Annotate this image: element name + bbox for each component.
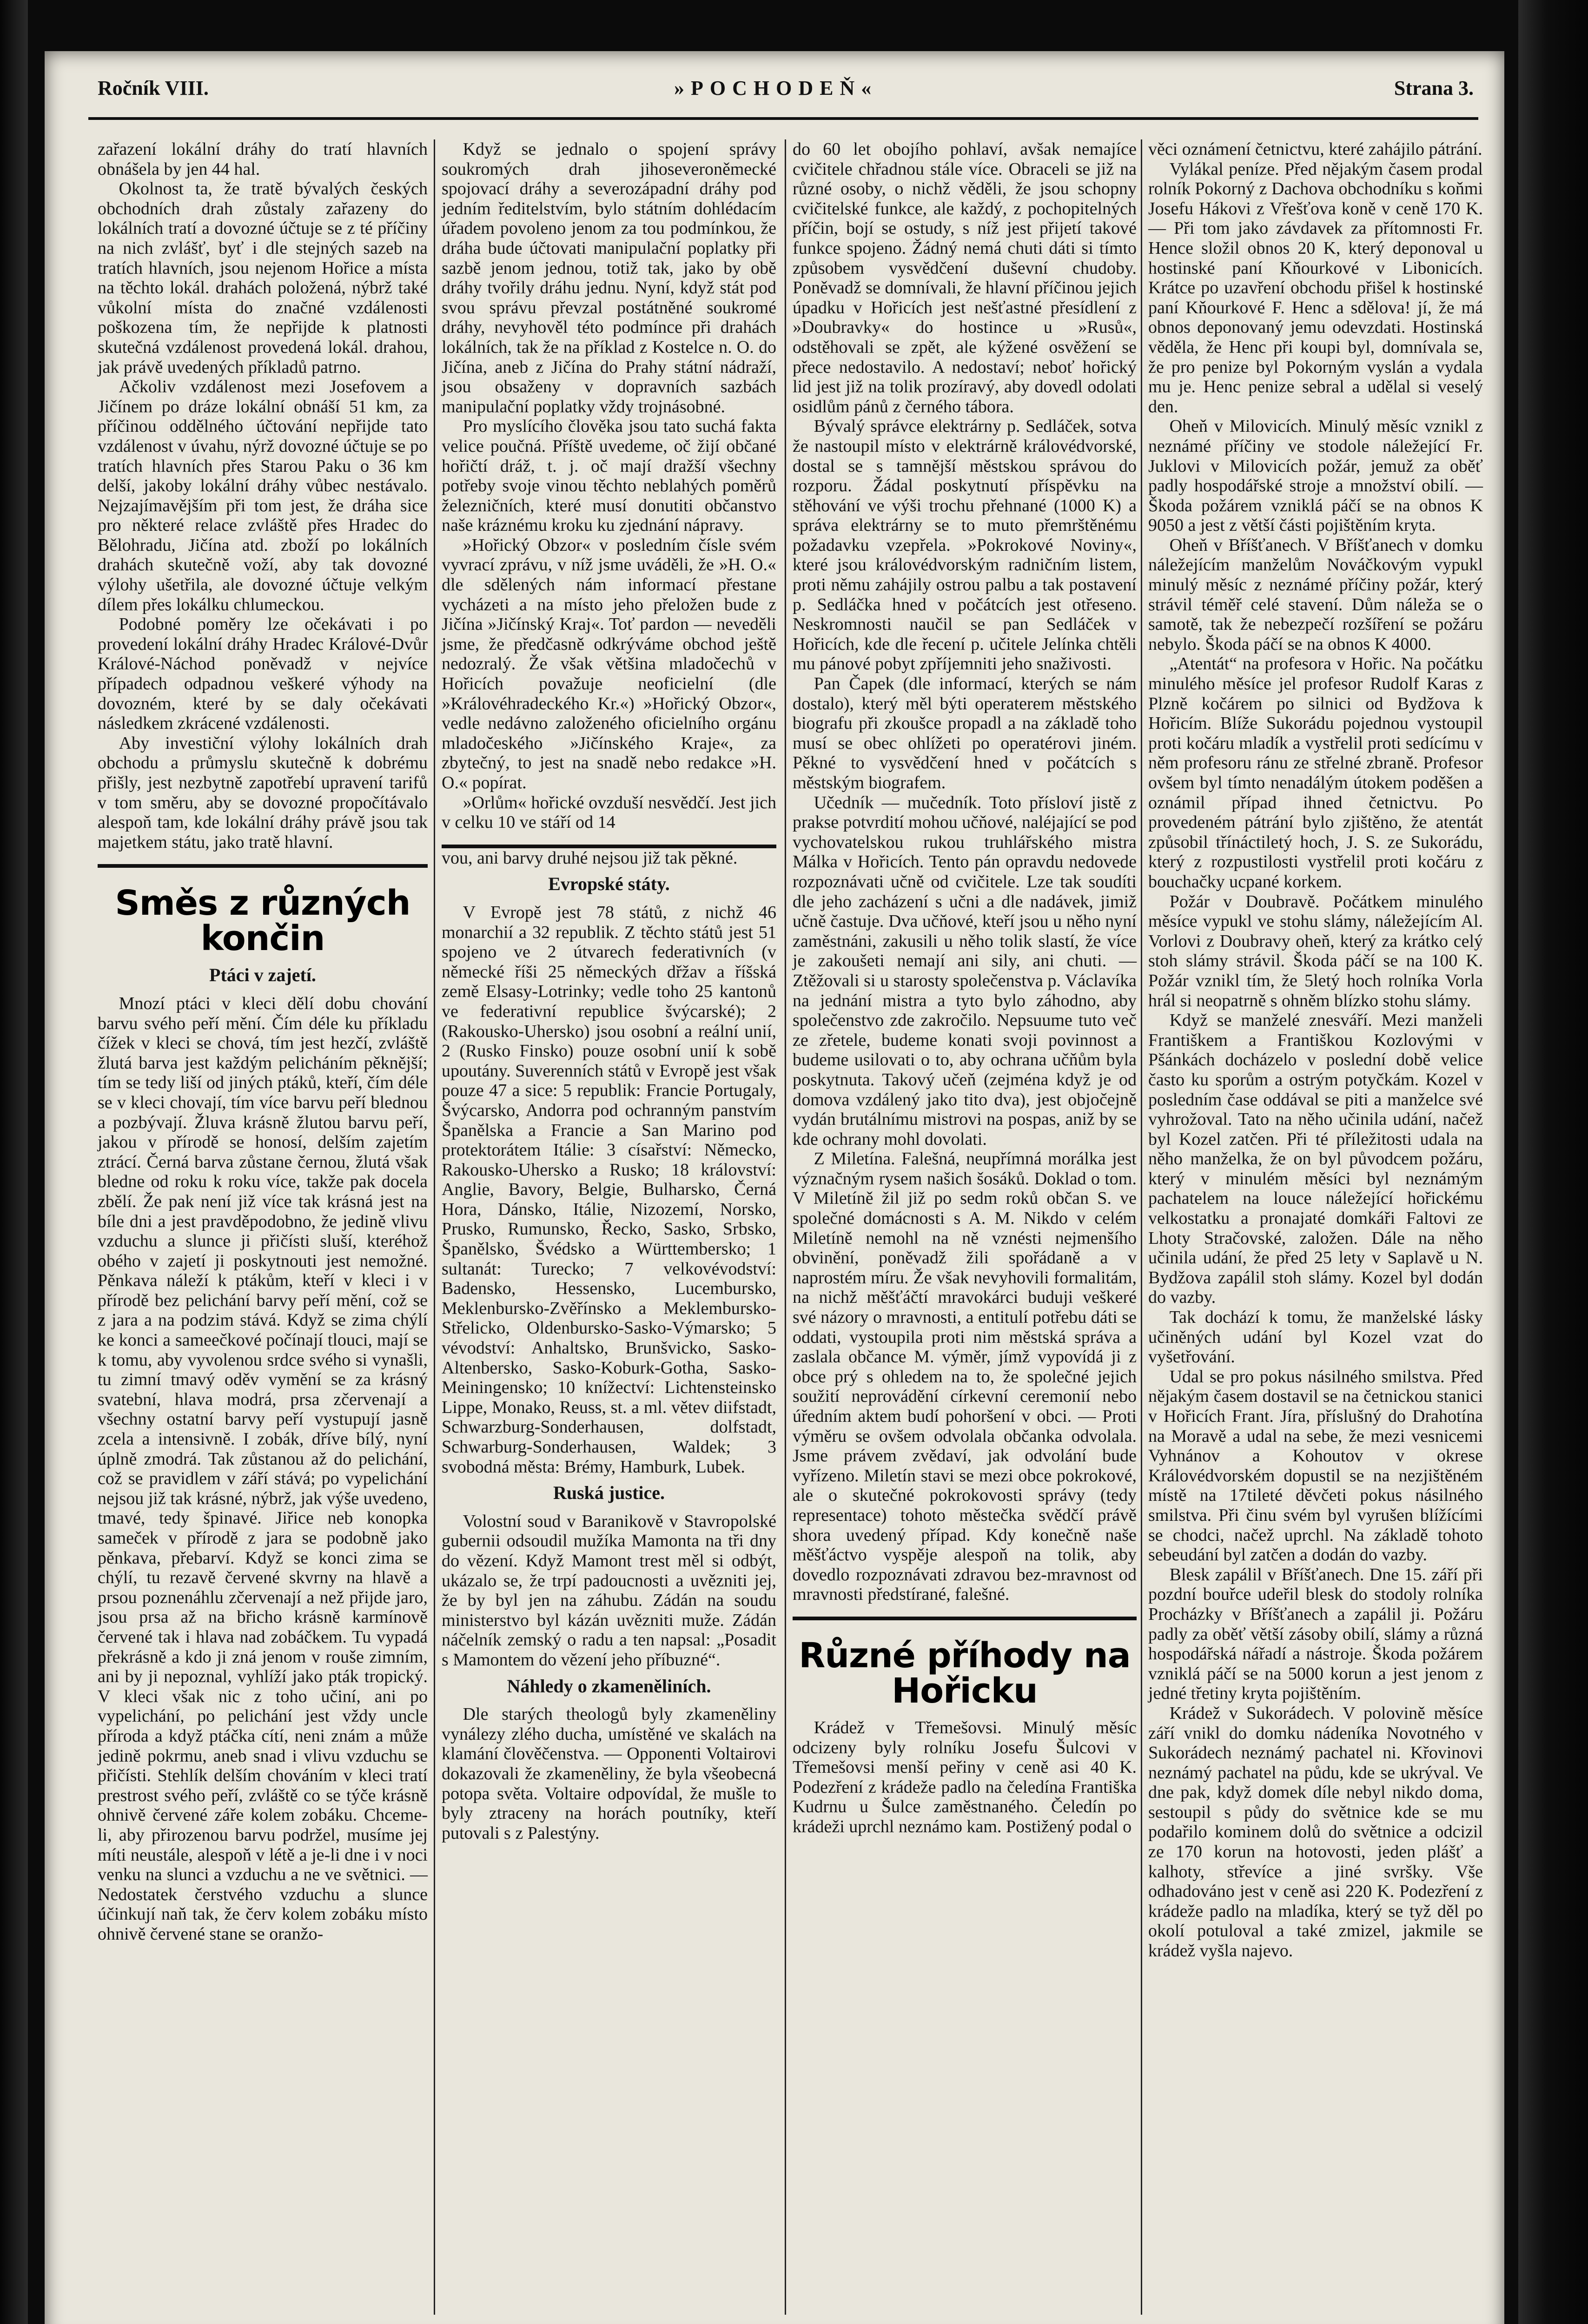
paragraph: Udal se pro pokus násilného smilstva. Před nějakým časem dostavil se na četnickou stanici v Hořicích Frant. Jíra, příslušný do Drahotína na Moravě a udal na sebe, že mezi vesnicemi Vyhnánov a Kohoutov v okrese Královédvorském dopustil se na nezjištěném místě na 17tileté děvčeti pokus násilného smilstva. Při činu svém byl vyrušen blížícími se chodci, načež uprchl. Na základě tohoto sebeudání byl zatčen a dodán do vazby. [1148,1367,1483,1565]
running-header [70,70,1492,112]
section-heading: Různé příhody na Hořicku [799,1635,1131,1711]
paragraph: Pro myslícího člověka jsou tato suchá fakta velice poučná. Příště uvedeme, oč žijí občané hořičtí dráž, t. j. oč mají dražší všechny potřeby svoje vinou těchto neblahých poměrů železničních, které musí donutiti občanstvo naše kráznému kroku ku zjednání nápravy. [442,416,776,535]
paragraph: věci oznámení četnictvu, které zahájilo pátrání. [1148,139,1482,159]
paragraph: Když se manželé znesváří. Mezi manželi Františkem a Františkou Kozlovými v Pšánkách docházelo v poslední době velice často ku sporům a ostrým potyčkám. Kozel v posledním čase oddával se piti a manželce své vyhrožoval. Tato na něho učinila udání, načež byl Kozel zatčen. Při té příležitosti udala na něho manželka, že on byl původcem požáru, který v minulém měsíci byl neznámým pachatelem na louce náležející hořickému velkostatku a pronajaté domkáři Faltovi ze Lhoty Stračovské, založen. Dále na něho učinila udání, že před 25 lety v Saplavě u N. Bydžova zapálil stoh slámy. Kozel byl dodán do vazby. [1148,1010,1483,1307]
paragraph: V Evropě jest 78 států, z nichž 46 monarchií a 32 republik. Z těchto států jest 51 spojeno ve 2 útvarech federativních (v německé říši 25 německých dřžav a říšská země Elsasy-Lotrinky; vedle toho 25 kantonů ve federativní republice švýcarské); 2 (Rakousko-Uhersko) jsou osobní a reální unií, 2 (Rusko Finsko) pouze osobní unií k sobě upoutány. Suverenních států v Evropě jest však pouze 47 a sice: 5 republik: Francie Portugaly, Švýcarsko, Andorra pod ochranným panstvím Španělska a Francie a San Marino pod protektorátem Itálie: 3 císařství: Německo, Rakousko-Uhersko a Rusko; 18 království: Anglie, Bavory, Belgie, Bulharsko, Černá Hora, Dánsko, Itálie, Nizozemí, Norsko, Prusko, Rumunsko, Řecko, Sasko, Srbsko, Španělsko, Švédsko a Württembersko; 1 sultanát: Turecko; 7 velkovévodství: Badensko, Hessensko, Lucembursko, Meklenbursko-Zvěřínsko a Meklembursko-Střelicko, Oldenbursko-Sasko-Výmarsko; 5 vévodství: Anhaltsko, Brunšvicko, Sasko-Altenbersko, Sasko-Koburk-Gotha, Sasko-Meiningensko; 10 knížectví: Lichtensteinsko Lippe, Monako, Reuss, st. a ml. větev diifstadt, Schwarzburg-Sonderhausen, dolfstadt, Schwarburg-Sonderhausen, Waldek; 3 svobodná města: Brémy, Hamburk, Lubek. [442,902,776,1477]
paragraph: „Atentát“ na profesora v Hořic. Na počátku minulého měsíce jel profesor Rudolf Karas z Plzně kočárem po silnici od Bydžova k Hořicím. Blíže Sukorádu pojednou vystoupil proti kočáru mladík a vystřelil proti sedícímu v něm profesoru ránu ze střelné zbraně. Profesor ovšem byl tímto nenadálým útokem poděšen a oznámil případ ihned četnictvu. Po provedeném pátrání bylo zjištěno, že atentát způsobil třínáctiletý hoch, J. S. ze Sukorádu, který z rozpustilosti vystřelil proti kočáru z bouchačky ucpané korkem. [1148,654,1483,891]
paragraph: Krádež v Třemešovsi. Minulý měsíc odcizeny byly rolníku Josefu Šulcovi v Třemešovsi menší peřiny v ceně asi 40 K. Podezření z krádeže padlo na čeledína Františka Kudrnu u Šulce zaměstnaného. Čeledín po krádeži uprchl neznámo kam. Postižený podal o [793,1717,1137,1836]
column-1 [98,139,428,2324]
column-4 [1148,139,1483,2324]
paragraph: »Hořický Obzor« v posledním čísle svém vyvrací zprávu, v níž jsme uváděli, že »H. O.« dle sdělených nám informací přestane vycházeti a na místo jeho přeložen bude z Jičína »Jičínský Kraj«. Toť pardon — neveděli jsme, že předčasně odkrýváme obchod ještě nedozralý. Že však většina mladočechů v Hořicích považuje neoficielní (dle »Královéhradeckého Kr.«) »Hořický Obzor«, vedle nedávno založeného oficielního orgánu mladočeského »Jičínského Kraje«, za zbytečný, to jest na snadě nebo redakce »H. O.« popírat. [442,535,776,792]
scan-border-right [1518,0,1588,2324]
section-rule [442,845,776,848]
masthead-title: »POCHODEŇ« [674,77,878,99]
section-rule [98,864,428,868]
section-heading: Směs z různých končin [115,883,410,959]
article-headline: Evropské státy. [548,873,670,895]
scan-border-left [0,0,28,2324]
paragraph: Když se jednalo o spojení správy soukromých drah jihoseveroněmecké spojovací dráhy a severozápadní dráhy pod jedním ředitelstvím, bylo státním dohlédacím úřadem povoleno jenom za tou podmínkou, že dráha bude účtovati manipulační poplatky při sazbě jenom jednou, totiž tak, jako by obě dráhy tvořily dráhu jednu. Nyní, když stát pod svou správu převzal postátněné soukromé dráhy, nevyhověl této podmínce při drahách lokálních, tak že na příklad z Kostelce n. O. do Jičína, aneb z Jičína do Prahy státní nádraží, jsou obsaženy v dopravních sazbách manipulační poplatky vždy trojnásobné. [442,139,776,416]
paragraph: Okolnost ta, že tratě bývalých českých obchodních drah zůstaly zařazeny do lokálních tratí a dovozné účtuje se z té příčiny na nich zvlášť, byť i dle stejných sazeb na tratích hlavních, jsou nejenom Hořice a místa na těchto lokál. drahách položená, nýbrž také vůkolní místa do značné vzdálenosti poškozena tím, že nepřijde k platnosti skutečná vzdálenost provedená lokál. drahou, jak právě uvedených příkladů patrno. [98,179,428,377]
paragraph: Ačkoliv vzdálenost mezi Josefovem a Jičínem po dráze lokální obnáší 51 km, za příčinou oddělného účtování nepřijde tato vzdálenost v úvahu, nýrž dovozné účtuje se po tratích hlavních přes Starou Paku o 36 km delší, jakoby lokální dráhy vůbec nestávalo. Nejzajímavějším při tom jest, že dráha sice pro některé relace zvláště přes Hradec do Bělohradu, Jičína atd. zboží po lokálních drahách skutečně voží, aby tak dovozné výlohy ušetřila, ale dovozné účtuje velkým dílem přes lokálku chlumeckou. [98,377,428,614]
paragraph: Krádež v Sukorádech. V polovině měsíce září vnikl do domku nádeníka Novotného v Sukorádech neznámý pachatel ni. Křovinovi neznámý pachatel na půdu, kde se ukrýval. Ve dne pak, když domek díle nebyl nikdo doma, sestoupil s půdy do světnice kde se mu podařilo kominem dolů do světnice a odcizil ze 170 korun na hotovosti, jeden plášť a kalhoty, střevíce a jiné svršky. Vše odhadováno jest v ceně asi 220 K. Podezření z krádeže padlo na mladíka, který se tyž děl po okolí potuloval a také zmizel, jakmile se krádež vyšla najevo. [1148,1703,1483,1961]
paragraph: Tak dochází k tomu, že manželské lásky učiněných udání byl Kozel vzat do vyšetřování. [1148,1307,1483,1367]
paragraph: Pan Čapek (dle informací, kterých se nám dostalo), který měl býti operaterem městského biografu při zkoušce propadl a na základě toho musí se obec ohlížeti po operatérovi jiném. Pěkné to vysvědčení hned v počátcích s městským biografem. [793,674,1137,792]
paragraph: Učedník — mučedník. Toto přísloví jistě z prakse potvrdití mohou učňové, naléjající se pod vychovatelskou rukou truhlářského mistra Málka v Hořicích. Tento pán opravdu nedovede rozpoznávati učně od cvičitele. Lze tak soudíti dle jeho zacházení s učni a dle nadávek, jimiž učně častuje. Dva učňové, kteří jsou u něho nyní zaměstnáni, zakusili u něho tolik slastí, že více je zakoušeti nemají ani sily, ani chuti. — Ztěžovali si u starosty společenstva p. Václavíka na jednání mistra a tyto bylo záhodno, aby společenstvo zde zakročilo. Nepsuume tuto več ze zřetele, budeme konati svoji povinnost a budeme usilovati o to, aby ochrana učňům byla poskytnuta. Takový učeň (zejména když je od domova vzdálený jako tito dva), jest objočejně vydán brutálnímu mistrovi na pospas, aniž by se kde ochrany mohl dovolati. [793,792,1137,1149]
article-headline: Ruská justice. [553,1482,665,1504]
column-3 [793,139,1137,2324]
paragraph: do 60 let obojího pohlaví, avšak nemajíce cvičitele chřadnou stále více. Obraceli se již na různé osoby, o nichž věděli, že jsou schopny cvičitelské funkce, ale každý, z pochopitelných příčin, bojí se ostudy, s níž jest přijetí takové funkce spojeno. Žádný nemá chuti dáti si tímto způsobem vysvědčení duševní chudoby. Poněvadž se domnívali, že hlavní příčinou jejich úpadku v Hořicích jest nešťastné přesídlení z »Doubravky« do hostince u »Rusů«, odstěhovali se zpět, ale kýžené osvěžení se přece nedostavilo. A nedostaví; neboť hořický lid jest již na tolik prozíravý, aby dovedl odolati osidlům pánů z černého tábora. [793,139,1137,416]
column-divider [1141,139,1142,2315]
paragraph: Podobné poměry lze očekávati i po provedení lokální dráhy Hradec Králové-Dvůr Králové-Náchod poněvadž v nejvíce případech odpadnou veškeré výhody na dovozném, které by se daly očekávati následkem zkrácené vzdálenosti. [98,614,428,733]
paragraph: Oheň v Milovicích. Minulý měsíc vznikl z neznámé příčiny ve stodole náležející Fr. Juklovi v Milovicích požár, jemuž za oběť padly hospodářské stroje a množství obilí. — Škoda požárem vzniklá páčí se na obnos K 9050 a jest z větší části pojištěním kryta. [1148,416,1483,535]
paragraph: Volostní soud v Baranikově v Stavropolské gubernii odsoudil mužíka Mamonta na tři dny do vězení. Když Mamont trest měl si odbýt, ukázalo se, že trpí padoucnosti a uvězniti jej, že by byl jen na záhubu. Zádán na soudu ministerstvo byl kázán uvězniti muže. Zádán náčelník zemský o radu a ten napsal: „Posadit s Mamontem do vězení jeho příbuzné“. [442,1511,776,1670]
volume-label: Ročník VIII. [98,77,209,99]
paragraph: »Orlům« hořické ovzduší nesvědčí. Jest jich v celku 10 ve stáří od 14 [442,792,776,832]
paragraph: Mnozí ptáci v kleci dělí dobu chování barvu svého peří mění. Čím déle ku příkladu čížek v kleci se chová, tím jest hezčí, zvláště žlutá barva jest každým pelicháním pěknější; tím se tedy liší od jiných ptáků, kteří, čím déle se v kleci chovají, tím více barvu peří blednou a pozbývají. Žluva krásně žlutou barvu peří, jakou v přírodě se honosí, delším zajetím ztrácí. Černá barva zůstane černou, žlutá však bledne od roku k roku více, takže pak docela zbělí. Že pak není již více tak krásná jest na bíle dni a jest pravděpodobno, že jedině vlivu vzduchu a slunce ji přičísti sluší, kteréhož obého v zajetí ji poskytnouti jest nemožné. Pěnkava náleží k ptákům, kteří v kleci i v přírodě bez pelichání barvy peří mění, což se z jara a na podzim stává. Když se zima chýlí ke konci a sameečkové počínají tlouci, mají se k tomu, aby vyvolenou srdce svého si vynašli, tu zimní tmavý oděv vymění se za krásný svatební, hlava modrá, prsa zčervenají a všechny ostatní barvy peří vystupují jasně zcela a intensivně. I zobák, dříve bílý, nyní úplně zmodrá. Tak zůstanou až do pelichání, což se pravidlem v září stává; po vypelichání nejsou již tak krásné, nýbrž, jak výše uvedeno, tmavé, tedy špinavé. Jiřice neb konopka sameček v přírodě z jara se podobně jako pěnkava, přebarví. Když se konci zima se chýlí, tu rezavě červené skvrny na hlavě a prsou poznenáhlu zčervenají a než přijde jaro, jsou prsa až na břicho krásně karmínově červené tak i hlava nad zobáčkem. Tu vypadá překrásně a kdo ji zná jenom v rouše zimním, ani by ji nepoznal, vyhlíží jako pták tropický. V kleci však nic z toho učiní, ani po vypelichání, po pelichání jest vždy uncle příroda a když ptáčka cítí, neni znám a může jedině pokrmu, aneb snad i vlivu vzduchu se přičísti. Stehlík delším chováním v kleci tratí prestrost svého peří, zvláště co se týče krásně ohnivě červené záře kolem zobáku. Chceme-li, aby přirozenou barvu podržel, musíme jej míti neustále, alespoň v létě a je-li dne i v noci venku na slunci a vzduchu a ne ve světnici. — Nedostatek čerstvého vzduchu a slunce účinkují naň tak, že červ kolem zobáku místo ohnivě červené stane se oranžo- [98,993,428,1944]
paragraph: Požár v Doubravě. Počátkem minulého měsíce vypukl ve stohu slámy, náležejícím Al. Vorlovi z Doubravy oheň, který za krátko celý stoh slámy strávil. Škoda páčí se na 100 K. Požár vznikl tím, že 5letý hoch rolníka Vorla hrál si neopatrně s ohněm blízko stohu slámy. [1148,891,1483,1010]
section-rule [793,1617,1137,1620]
header-rule [88,117,1478,120]
paragraph: Bývalý správce elektrárny p. Sedláček, sotva že nastoupil místo v elektrárně královédvorské, dostal se s tamnější městskou správou do rozporu. Žádal poskytnutí příspěvku na stěhování ve výši trochu přehnané (1000 K) a správa elektrárny se to muto přemrštěnému požadavku vzepřela. »Pokrokové Noviny«, které jsou královédvorským radničním listem, proti němu zahájily ostrou palbu a tak postavení p. Sedláčka hned v počátcích jest otřeseno. Neskromnosti naučil se pan Sedláček v Hořicích, kde dle řecení p. učitele Jelínka chtěli mu pánové pobyt zpříjemniti jeho snaživosti. [793,416,1137,674]
paragraph: vou, ani barvy druhé nejsou již tak pěkné. [442,848,738,868]
paragraph: Vylákal peníze. Před nějakým časem prodal rolník Pokorný z Dachova obchodníku s koňmi Josefu Hákovi z Vřešťova koně v ceně 170 K. — Při tom jako závdavek za přítomnosti Fr. Hence složil obnos 20 K, který deponoval u hostinské paní Kňourkové v Libonicích. Krátce po uzavření obchodu přišel k hostinské paní Kňourkové F. Henc a sdělova! jí, že má obnos deponovaný jemu odevzdati. Hostinská věděla, že Henc při koupi byl, domnívala se, že pro penize byl Pokorným vyslán a vydala mu je. Henc penize sebral a udělal si veselý den. [1148,159,1483,416]
paragraph: Blesk zapálil v Bříšťanech. Dne 15. září při pozdní bouřce udeřil blesk do stodoly rolníka Procházky v Bříšťanech a zapálil ji. Požáru padly za oběť větší zásoby obilí, slámy a různá hospodářská nářadí a nástroje. Škoda požárem vzniklá páčí se na 5000 korun a jest jenom z jedné třetiny kryta pojištěním. [1148,1565,1483,1703]
article-headline: Náhledy o zkameněliních. [507,1675,711,1697]
column-divider [434,139,435,2315]
paragraph: Dle starých theologů byly zkameněliny vynálezy zlého ducha, umístěné ve skalách na klamání člověčenstva. — Opponenti Voltairovi dokazovali že zkameněliny, že byla všeobecná potopa světa. Voltaire odpovídal, že mušle to byly ztraceny na horách poutníky, kteří putovali s z Palestýny. [442,1704,776,1843]
paragraph: zařazení lokální dráhy do tratí hlavních obnášela by jen 44 hal. [98,139,428,179]
paragraph: Z Miletína. Falešná, neupřímná morálka jest význačným rysem našich šosáků. Doklad o tom. V Miletíně žil již po sedm roků občan S. ve společné domácnosti s A. M. Nikdo v celém Miletíně nemohl na ně vznésti nejmenšího obvinění, poněvadž žili spořádaně a v naprostém míru. Že však nevyhovili formalitám, na nichž měšťáčtí mravokárci buduji veškeré své názory o mravnosti, a entitulí potřebu dáti se oddati, vystoupila proti nim městská správa a zaslala občance M. výměr, jímž vypovídá ji z obce prý s ohledem na to, že společné jejich soužití neprovádění církevní ceremonií nebo úředním aktem budí pohoršení v obci. — Proti výměru se ovšem odvolala občanka odvolala. Jsme právem zvědaví, jak odvolání bude vyřízeno. Miletín stavi se mezi obce pokrokové, ale o skutečné pokrokovosti správy (tedy representace) tohoto městečka svědčí právě shora uvedený případ. Kdy konečně naše měšťáctvo vyspěje alespoň na tolik, aby dovedlo rozpoznávati zdravou bez-mravnost od mravnosti předstírané, falešné. [793,1149,1137,1604]
column-2 [442,139,776,2324]
article-headline: Ptáci v zajetí. [209,964,316,986]
paragraph: Aby investiční výlohy lokálních drah obchodu a průmyslu skutečně k dobrému přišly, jest nezbytně zapotřebí upravení tarifů v tom směru, aby se dovozné propočítávalo alespoň tam, kde lokální dráhy právě jsou tak majetkem státu, jako tratě hlavní. [98,733,428,852]
column-divider [785,139,786,2315]
paragraph: Oheň v Bříšťanech. V Bříšťanech v domku náležejícím manželům Nováčkovým vypukl minulý měsíc z neznámé příčiny požár, který strávil téměř celé stavení. Dům náleža se o samotě, tak že nebezpečí rozšíření se požáru nebylo. Škoda páčí se na obnos K 4000. [1148,535,1483,654]
page-number: Strana 3. [1394,77,1474,99]
